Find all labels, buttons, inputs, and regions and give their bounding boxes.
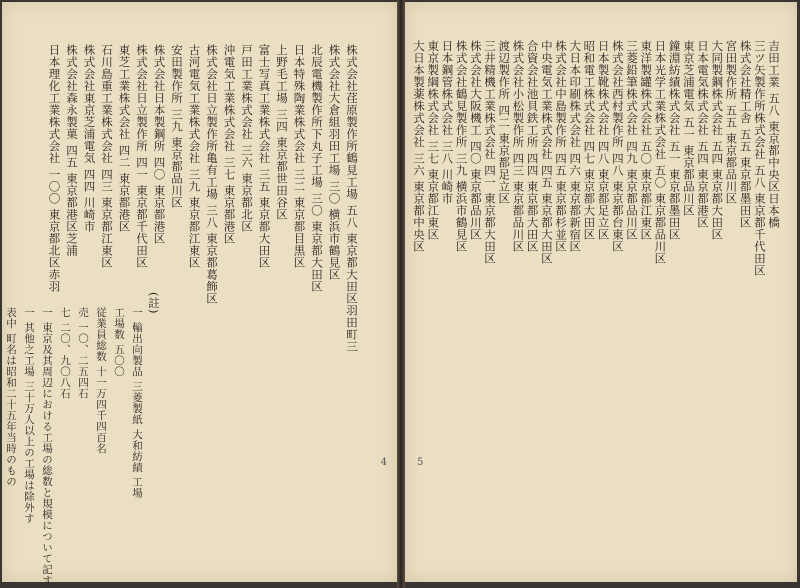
note-line: 工場数 五〇〇 bbox=[113, 307, 125, 377]
ledger-column: 合資会社池貝鉄工所 四四 東京都大田区 bbox=[525, 40, 540, 253]
notes-label: (註) bbox=[147, 292, 161, 314]
ledger-column: 東洋製罐株式会社 五〇 東京都江東区 bbox=[639, 40, 654, 241]
page-number-right: 5 bbox=[417, 457, 424, 468]
ledger-column: 東京製綱株式会社 三七 東京都江東区 bbox=[426, 40, 441, 241]
ledger-column: 株式会社鶴見製作所 三九 横浜市鶴見区 bbox=[454, 40, 469, 253]
ledger-column: 株式会社日本製鋼所 四〇 東京都港区 bbox=[152, 44, 167, 245]
ledger-column: 富士写真工業株式会社 三五 東京都大田区 bbox=[257, 44, 272, 269]
note-line: 表中 町名は昭和二十五年当時のもの bbox=[5, 307, 17, 487]
ledger-column: 株式会社東京芝浦電気 四四 川崎市 bbox=[82, 44, 97, 233]
ledger-column: 東京芝浦電気 五一 東京都品川区 bbox=[681, 40, 696, 217]
ledger-column: 株式会社小松製作所 四三 東京都品川区 bbox=[511, 40, 526, 253]
ledger-column: 古河電気工業株式会社 三九 東京都江東区 bbox=[187, 44, 202, 269]
note-line: 一 其他之工場 三十万人以上の工場は除外す bbox=[23, 307, 35, 524]
ledger-column: 大同製鋼株式会社 五四 東京都大田区 bbox=[710, 40, 725, 241]
note-line: 従業員総数 十一万四千四百名 bbox=[95, 307, 107, 454]
ledger-column: 株式会社大倉組羽田工場 三〇 横浜市鶴見区 bbox=[327, 44, 342, 281]
book-spine bbox=[397, 0, 405, 588]
ledger-column: 北辰電機製作所下丸子工場 三〇 東京都大田区 bbox=[310, 44, 324, 293]
ledger-column: 株式会社森永製菓 四五 東京都港区芝浦 bbox=[65, 44, 79, 257]
ledger-column: 三ツ矢製作所株式会社 五八 東京都千代田区 bbox=[752, 40, 767, 277]
ledger-column: 中央電気工業株式会社 四五 東京都大田区 bbox=[539, 40, 554, 265]
ledger-column: 株式会社日立製作所亀有工場 三八 東京都葛飾区 bbox=[205, 44, 219, 305]
ledger-column: 吉田工業 五八 東京都中央区日本橋 bbox=[767, 40, 781, 229]
ledger-column: 日本理化工業株式会社 一〇〇 東京都北区赤羽 bbox=[47, 44, 62, 293]
note-line: 七 二〇、九〇八石 bbox=[59, 307, 71, 399]
page-number-left: 4 bbox=[380, 457, 387, 468]
ledger-column: 株式会社中島製作所 四五 東京都杉並区 bbox=[554, 40, 568, 253]
note-line: 一 輸出向製品 三菱製紙 大和紡績 工場 bbox=[131, 307, 143, 499]
ledger-column: 日本電気株式会社 五四 東京都港区 bbox=[696, 40, 710, 229]
ledger-column: 東芝工業株式会社 四二 東京都港区 bbox=[117, 44, 132, 233]
ledger-column: 株式会社精工舎 五五 東京都墨田区 bbox=[738, 40, 753, 229]
ledger-column: 日本光学工業株式会社 五〇 東京都品川区 bbox=[653, 40, 668, 265]
ledger-column: 鐘淵紡績株式会社 五一 東京都墨田区 bbox=[667, 40, 682, 241]
ledger-column: 株式会社西村製作所 四八 東京都台東区 bbox=[610, 40, 625, 253]
ledger-column: 日本鋼管株式会社 三八 川崎市 bbox=[440, 40, 455, 205]
left-page bbox=[2, 2, 397, 586]
ledger-column: 沖電気工業株式会社 三七 東京都港区 bbox=[222, 44, 237, 245]
ledger-column: 日本特殊陶業株式会社 三二 東京都目黒区 bbox=[292, 44, 307, 269]
ledger-column: 宮田製作所 五五 東京都品川区 bbox=[724, 40, 739, 205]
ledger-column: 三井精機工業株式会社 四一 東京都大田区 bbox=[483, 40, 497, 265]
ledger-column: 石川島重工業株式会社 四三 東京都江東区 bbox=[100, 44, 114, 269]
note-line: 売 一〇、二五四石 bbox=[77, 307, 89, 399]
right-page bbox=[405, 2, 797, 582]
ledger-column: 株式会社日立製作所 四一 東京都千代田区 bbox=[135, 44, 149, 269]
ledger-column: 上野毛工場 三四 東京都世田谷区 bbox=[275, 44, 289, 221]
ledger-column: 安田製作所 三九 東京都品川区 bbox=[170, 44, 184, 209]
ledger-column: 株式会社大阪機工 四〇 東京都品川区 bbox=[468, 40, 483, 241]
ledger-column: 昭和電工株式会社 四七 東京都大田区 bbox=[582, 40, 597, 241]
ledger-column: 戸田工業株式会社 三六 東京都北区 bbox=[240, 44, 254, 233]
ledger-column: 株式会社荏原製作所鶴見工場 五八 東京都大田区羽田町三 bbox=[345, 44, 359, 353]
ledger-column: 大日本製薬株式会社 三六 東京都中央区 bbox=[412, 40, 426, 253]
ledger-column: 渡辺製作所 四二 東京都足立区 bbox=[497, 40, 512, 205]
ledger-column: 三菱鉛筆株式会社 四九 東京都品川区 bbox=[625, 40, 639, 241]
note-line: 一 東京及其周辺における工場の総数と規模について記す bbox=[41, 307, 53, 586]
ledger-column: 日本製靴株式会社 四八 東京都足立区 bbox=[596, 40, 611, 241]
ledger-column: 大日本印刷株式会社 四六 東京都新宿区 bbox=[568, 40, 583, 253]
